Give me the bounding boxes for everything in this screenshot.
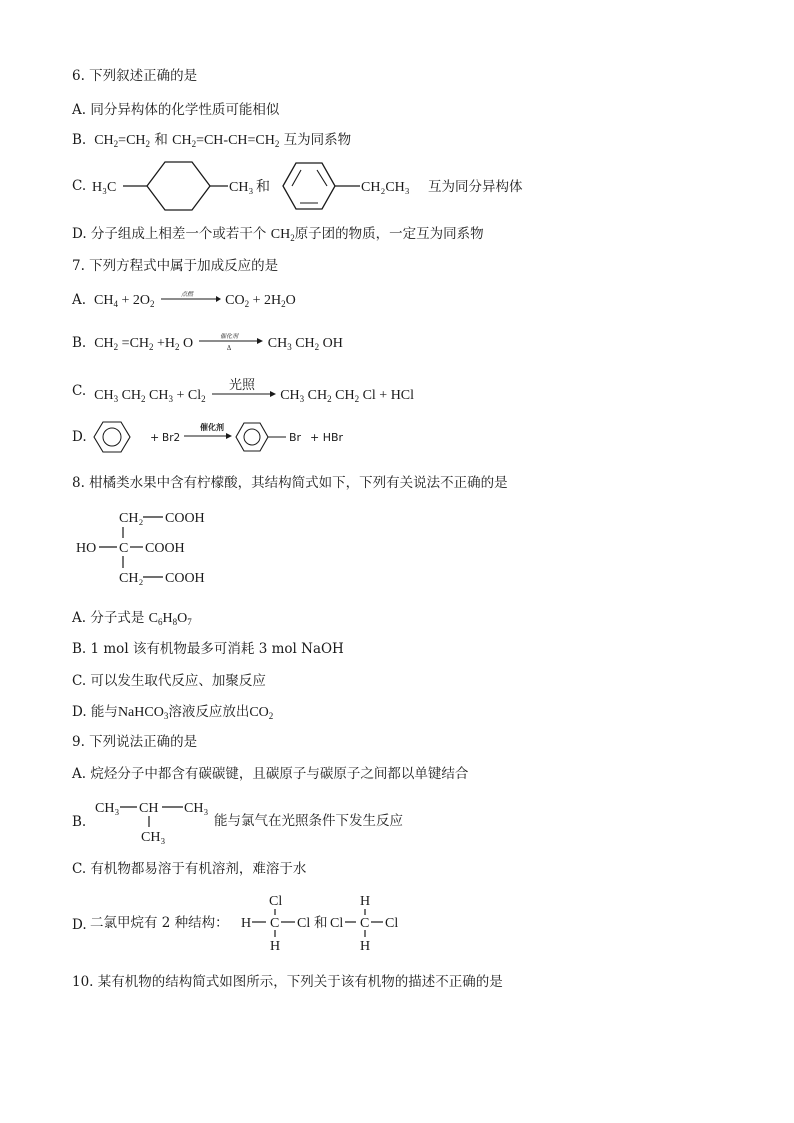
atom-label: CH₃ [95,801,120,816]
option-tail: 互为同分异构体 [428,179,523,195]
option-text: D. 分子组成上相差一个或若干个 [72,226,267,242]
atom-label: COOH [165,571,205,586]
bromo-substituent: Br [289,431,302,444]
atom-label: CH₃ [184,801,209,816]
option-tail: 互为同系物 [283,132,352,148]
atom-label: HO [76,541,97,556]
option-text: D. 能与 [72,704,118,720]
atom-label: Cl [385,916,399,931]
atom-label: C [270,916,280,931]
atom-label: H [241,916,252,931]
q8-option-a [72,609,192,628]
benzene-ring [283,163,335,209]
q6-stem: 6. 下列叙述正确的是 [72,68,198,84]
option-text: 溶液反应放出 [168,704,250,720]
option-text: 原子团的物质，一定互为同系物 [294,226,484,242]
q7-option-b [72,332,343,353]
atom-label: COOH [145,541,185,556]
equation-lhs: $CH_4 + 2O_2$ [94,293,155,309]
atom-label: CH [139,801,159,816]
option-text: 二氯甲烷有 2 种结构： [90,915,229,931]
reaction-arrow [159,291,221,305]
reaction-arrow [197,332,263,352]
option-label: A. [72,292,87,308]
atom-label: COOH [165,511,205,526]
equation-rhs: $CO_2 + 2H_2O$ [225,293,296,309]
arrow-condition: 催化剂 [200,423,224,432]
equation-lhs: $CH_3$ $CH_2$ $CH_3 + Cl_2$ [94,388,206,404]
atom-label: CH₃ [141,830,166,845]
double-bond-line [317,170,327,186]
q6-option-b [72,131,351,150]
atom-label: Cl [297,916,311,931]
q7-stem: 7. 下列方程式中属于加成反应的是 [72,258,279,274]
aromatic-circle [103,428,121,446]
equation-rhs: $CH_3$ $CH_2$ OH [267,336,343,352]
conjunction: 和 [256,180,270,195]
aromatic-circle [244,429,260,445]
q7-option-d-label: D. [72,429,87,445]
q8-option-c: C. 可以发生取代反应、加聚反应 [72,673,266,689]
option-tail: 能与氯气在光照条件下发生反应 [214,813,403,829]
q9-option-a: A. 烷烃分子中都含有碳碳键，且碳原子与碳原子之间都以单键结合 [72,766,469,782]
citric-acid-structure [75,505,225,587]
q8-stem: 8. 柑橘类水果中含有柠檬酸，其结构简式如下，下列有关说法不正确的是 [72,475,508,491]
q8-option-d [72,703,273,722]
methyl-right-text: CH₃ [229,180,254,195]
reagent-text: Br2 [162,432,181,444]
atom-label: H [360,894,371,909]
ch2-formula: $CH_2$ [270,227,295,243]
nahco3-formula: NaHCO$_3$ [117,705,169,721]
equation-lhs: $CH_2 =CH_2 +H_2$ O [94,336,194,352]
q9-stem: 9. 下列说法正确的是 [72,734,198,750]
methyl-left-text: H₃C [92,180,117,195]
q9-option-d-structures [90,890,420,954]
atom-label: C [119,541,129,556]
option-label: C. [72,383,87,399]
q9-option-d-label: D. [72,917,87,933]
molecular-formula: $C_6H_8O_7$ [148,611,192,627]
benzene-ring [236,423,268,451]
byproduct-text: + HBr [310,431,344,444]
double-bond-line [292,170,301,186]
q7-option-a [72,291,296,310]
cyclohexane-ring [147,162,210,210]
ethylene-formula: $CH_2=CH_2$ [94,133,151,149]
atom-label: H [360,939,371,954]
plus-sign: + [150,431,160,444]
conjunction: 和 [314,915,328,931]
q6-option-d [72,225,484,244]
option-label: B. [72,335,87,351]
ethyl-text: CH₂CH₃ [361,180,410,195]
q8-option-b: B. 1 mol 该有机物最多可消耗 3 mol NaOH [72,641,344,657]
q9-option-b-label: B. [72,814,87,830]
atom-label: C [360,916,370,931]
butadiene-formula: $CH_2=CH-CH=CH_2$ [172,133,280,149]
atom-label: Cl [269,894,283,909]
option-label: B. [72,132,87,148]
atom-label: Cl [330,916,344,931]
arrow-condition: Δ [227,345,232,352]
q7-option-d-equation [92,419,362,455]
q6-option-a: A. 同分异构体的化学性质可能相似 [72,102,280,118]
equation-rhs: $CH_3$ $CH_2$ $CH_2$ Cl + HCl [280,388,415,404]
arrow-condition: 光照 [228,378,255,393]
isobutane-structure [95,795,425,845]
arrow-condition: 点燃 [180,291,193,298]
q6-option-c-structures [92,158,532,218]
arrow-condition: 催化剂 [220,333,239,340]
reaction-arrow [210,377,276,401]
q9-option-c: C. 有机物都易溶于有机溶剂，难溶于水 [72,861,307,877]
atom-label: CH₂ [119,571,144,586]
co2-formula: $CO_2$ [249,705,274,721]
atom-label: H [270,939,281,954]
reaction-arrow [226,433,232,439]
q10-stem: 10. 某有机物的结构简式如图所示，下列关于该有机物的描述不正确的是 [72,974,503,990]
q7-option-c [72,377,414,405]
q6-option-c-label: C. [72,178,87,194]
benzene-ring [94,422,130,452]
conjunction: 和 [154,132,168,148]
atom-label: CH₂ [119,511,144,526]
option-text: A. 分子式是 [72,610,145,626]
